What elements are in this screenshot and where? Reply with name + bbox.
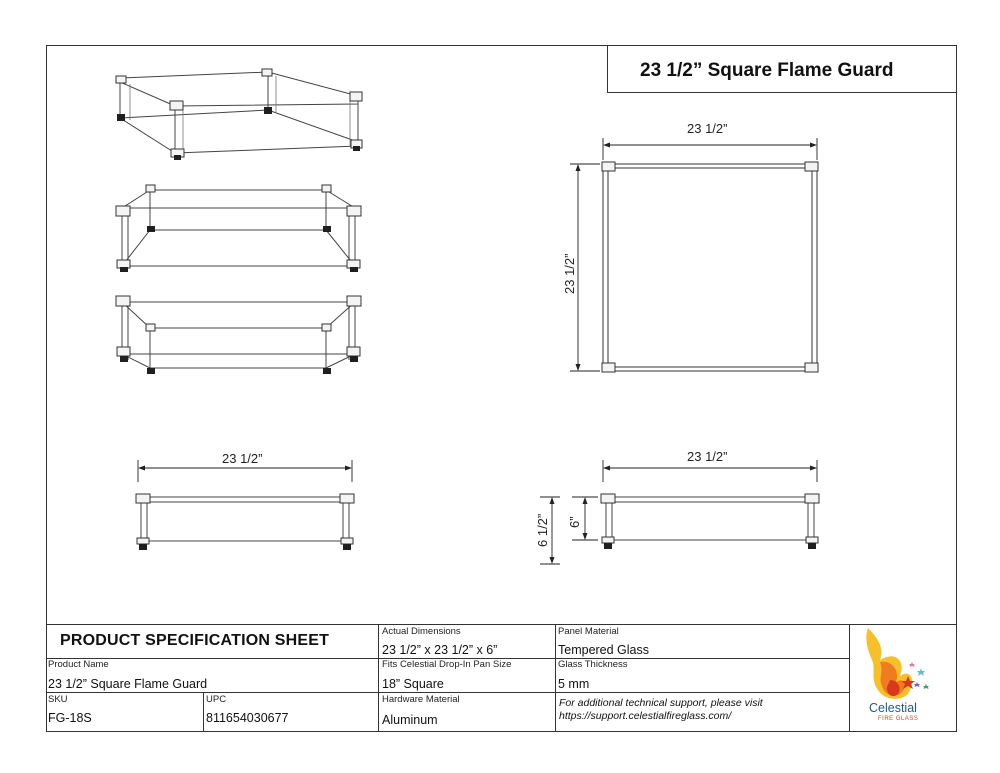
- sku-value: FG-18S: [48, 711, 92, 725]
- hardware-label: Hardware Material: [382, 694, 460, 705]
- table-divider: [46, 692, 849, 693]
- panel-material-label: Panel Material: [558, 626, 619, 637]
- side-elevation-right: [535, 449, 819, 564]
- dim-top-view-width: 23 1/2”: [687, 121, 728, 136]
- glass-thickness-value: 5 mm: [558, 677, 590, 691]
- table-divider: [555, 624, 556, 732]
- low-perspective-view: [116, 296, 361, 374]
- table-divider: [378, 624, 379, 732]
- actual-dimensions-label: Actual Dimensions: [382, 626, 461, 637]
- hardware-value: Aluminum: [382, 713, 438, 727]
- dim-front-left-width: 23 1/2”: [222, 451, 263, 466]
- brand-tagline: FIRE GLASS: [878, 716, 919, 722]
- glass-thickness-label: Glass Thickness: [558, 659, 628, 670]
- page-title: 23 1/2” Square Flame Guard: [640, 60, 894, 81]
- spec-sheet-title: PRODUCT SPECIFICATION SHEET: [60, 632, 330, 649]
- product-name-label: Product Name: [48, 659, 109, 670]
- dim-overall-height: 6 1/2”: [535, 513, 550, 547]
- upc-label: UPC: [206, 694, 227, 705]
- support-link[interactable]: https://support.celestialfireglass.com/: [559, 710, 732, 722]
- isometric-view: [116, 69, 362, 160]
- top-plan-view: [562, 121, 818, 372]
- upc-value: 811654030677: [206, 711, 289, 725]
- dim-glass-height: 6”: [567, 516, 582, 528]
- sku-label: SKU: [48, 694, 68, 705]
- dim-side-right-width: 23 1/2”: [687, 449, 728, 464]
- panel-material-value: Tempered Glass: [558, 643, 650, 657]
- fits-pan-value: 18” Square: [382, 677, 444, 691]
- flame-star-logo-icon: [866, 628, 929, 699]
- brand-name: Celestial: [869, 701, 917, 715]
- table-divider: [203, 692, 204, 732]
- support-text: [559, 697, 763, 723]
- table-top-border: [46, 624, 957, 625]
- dim-top-view-depth: 23 1/2”: [562, 253, 577, 294]
- table-divider: [849, 624, 850, 732]
- front-elevation-left: [136, 451, 354, 550]
- actual-dimensions-value: 23 1/2” x 23 1/2” x 6”: [382, 643, 498, 657]
- front-perspective-view: [116, 185, 361, 272]
- support-line: For additional technical support, please visit: [559, 697, 763, 709]
- fits-pan-label: Fits Celestial Drop-In Pan Size: [382, 659, 512, 670]
- product-name-value: 23 1/2” Square Flame Guard: [48, 677, 208, 691]
